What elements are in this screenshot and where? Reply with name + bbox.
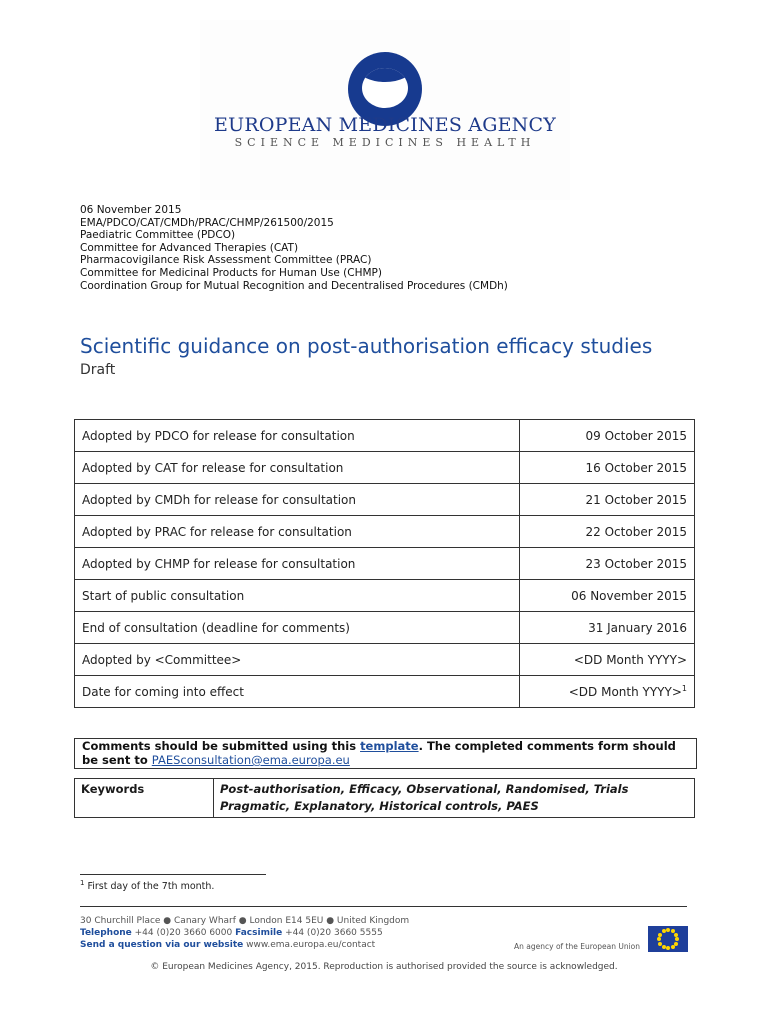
committee-line: Committee for Advanced Therapies (CAT) <box>80 241 299 254</box>
eu-star-icon <box>658 933 662 937</box>
footnote-number: 1 <box>80 879 85 887</box>
footer-address: 30 Churchill Place ● Canary Wharf ● London E14 5EU ● United Kingdom <box>80 916 410 926</box>
footnote-divider <box>80 874 266 875</box>
row-date: 09 October 2015 <box>520 420 695 452</box>
committee-line: Paediatric Committee (PDCO) <box>80 229 236 242</box>
eu-star-icon <box>666 946 670 950</box>
document-status: Draft <box>80 362 116 378</box>
row-date: <DD Month YYYY> <box>520 644 695 676</box>
question-label: Send a question via our website <box>80 940 244 950</box>
keywords-values <box>214 779 695 818</box>
document-reference: EMA/PDCO/CAT/CMDh/PRAC/CHMP/261500/2015 <box>80 216 334 229</box>
eu-agency-text: An agency of the European Union <box>514 942 641 951</box>
footer-contact <box>80 915 409 951</box>
ema-logo <box>200 20 570 200</box>
row-date: 16 October 2015 <box>520 452 695 484</box>
row-date <box>520 676 695 708</box>
row-label: Adopted by PDCO for release for consultation <box>75 420 520 452</box>
footer-web-line <box>80 939 409 951</box>
table-row <box>75 676 695 708</box>
footer-phone-line <box>80 927 409 939</box>
facsimile-label: Facsimile <box>235 928 283 938</box>
telephone-number: +44 (0)20 3660 6000 <box>131 928 236 938</box>
committee-line: Coordination Group for Mutual Recognition and Decentralised Procedures (CMDh) <box>80 279 508 292</box>
table-row <box>75 516 695 548</box>
eu-star-icon <box>666 928 670 932</box>
copyright-notice: © European Medicines Agency, 2015. Reproduction is authorised provided the source is acknowledged. <box>150 962 618 972</box>
facsimile-number: +44 (0)20 3660 5555 <box>282 928 383 938</box>
eu-star-icon <box>674 933 678 937</box>
contact-url-link[interactable]: www.ema.europa.eu/contact <box>243 940 376 950</box>
table-row <box>75 779 695 818</box>
adoption-table <box>74 419 695 708</box>
comments-text: Comments should be submitted using this <box>82 739 361 753</box>
consultation-email-link[interactable]: PAESconsultation@ema.europa.eu <box>151 753 350 767</box>
logo-name: EUROPEAN MEDICINES AGENCY <box>214 114 556 136</box>
keywords-table <box>74 778 695 818</box>
footnote-text: First day of the 7th month. <box>84 881 215 893</box>
footer-divider <box>80 906 687 907</box>
row-label: Adopted by CAT for release for consultation <box>75 452 520 484</box>
row-label: Adopted by CHMP for release for consultation <box>75 548 520 580</box>
comments-box <box>74 738 697 769</box>
table-row <box>75 484 695 516</box>
eu-flag-icon <box>648 926 688 952</box>
row-label: Adopted by PRAC for release for consultation <box>75 516 520 548</box>
document-meta <box>80 204 508 292</box>
row-label: Date for coming into effect <box>75 676 520 708</box>
row-label: Adopted by CMDh for release for consultation <box>75 484 520 516</box>
row-date: 23 October 2015 <box>520 548 695 580</box>
eu-star-icon <box>675 937 679 941</box>
eu-star-icon <box>671 945 675 949</box>
effective-date: <DD Month YYYY> <box>568 685 682 699</box>
keywords-line: Post-authorisation, Efficacy, Observational, Randomised, Trials <box>220 782 629 796</box>
keywords-label: Keywords <box>75 779 214 818</box>
table-row <box>75 580 695 612</box>
table-row <box>75 452 695 484</box>
eu-star-icon <box>662 929 666 933</box>
row-date: 31 January 2016 <box>520 612 695 644</box>
table-row <box>75 420 695 452</box>
logo-tagline: SCIENCE MEDICINES HEALTH <box>234 136 536 149</box>
eu-star-icon <box>657 937 661 941</box>
table-row <box>75 644 695 676</box>
document-title: Scientific guidance on post-authorisation efficacy studies <box>80 334 653 358</box>
row-label: Start of public consultation <box>75 580 520 612</box>
template-link[interactable]: template <box>360 739 419 753</box>
row-label: Adopted by <Committee> <box>75 644 520 676</box>
row-date: 22 October 2015 <box>520 516 695 548</box>
row-label: End of consultation (deadline for comments) <box>75 612 520 644</box>
committee-line: Committee for Medicinal Products for Human Use (CHMP) <box>80 266 382 279</box>
footnote-ref[interactable]: 1 <box>681 684 687 693</box>
telephone-label: Telephone <box>80 928 132 938</box>
table-row <box>75 612 695 644</box>
committee-line: Pharmacovigilance Risk Assessment Committee (PRAC) <box>80 254 372 267</box>
keywords-line: Pragmatic, Explanatory, Historical controls, PAES <box>220 799 539 813</box>
eu-star-icon <box>662 945 666 949</box>
document-date: 06 November 2015 <box>80 204 182 216</box>
eu-star-icon <box>658 942 662 946</box>
footnote <box>80 879 214 892</box>
table-row <box>75 548 695 580</box>
row-date: 06 November 2015 <box>520 580 695 612</box>
comments-text: . The completed comments form should be sent to <box>82 739 676 767</box>
row-date: 21 October 2015 <box>520 484 695 516</box>
